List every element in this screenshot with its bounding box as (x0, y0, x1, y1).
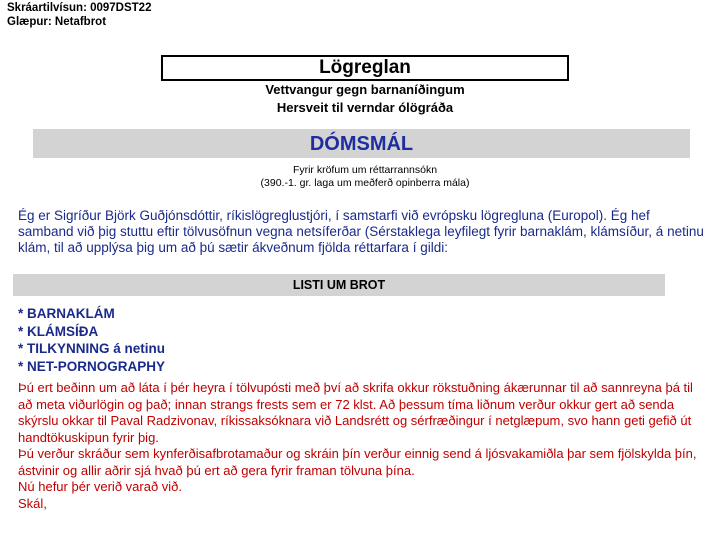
legal-note-2: (390.-1. gr. laga um meðferð opinberra mála) (260, 177, 470, 189)
case-banner: DÓMSMÁL (33, 129, 690, 158)
body-paragraph: Nú hefur þér verið varað við. (18, 479, 183, 494)
intro-paragraph: Ég er Sigríður Björk Guðjónsdóttir, ríkislögreglustjóri, í samstarfi við evrópsku lögregluna (Europol). Ég hef samband við þig stuttu eftir tölvusöfnun vegna netsíferðar (Sérstaklega leyfilegt fyrir barnaklám, klámsíður, á netinu klám, til að upplýsa þig um að þú sætir ákveðnum fjölda réttarfara í gildi: (18, 208, 704, 255)
document-header (7, 1, 151, 29)
offense-type: Glæpur: Netafbrot (7, 16, 107, 28)
subtitle-1: Vettvangur gegn barnaníðingum (265, 82, 465, 97)
body-text (18, 380, 698, 512)
body-paragraph: Þú verður skráður sem kynferðisafbrotamaður og skráin þín verður einnig send á ljósvakamiðla þar sem fjölskylda þín, ástvinir og allir aðrir sjá hvað þú ert að gera fyrir framan tölvuna þína. (18, 446, 697, 478)
offense-list (18, 305, 165, 375)
offense-list-heading: LISTI UM BROT (13, 274, 665, 296)
sign-off: Skál, (18, 495, 47, 511)
list-item: * BARNAKLÁM (18, 306, 115, 321)
legal-note-1: Fyrir kröfum um réttarrannsókn (292, 164, 438, 176)
list-item: * NET-PORNOGRAPHY (18, 358, 166, 374)
list-item: * KLÁMSÍÐA (18, 323, 99, 339)
page-title: Lögreglan (161, 55, 569, 81)
body-paragraph: Þú ert beðinn um að láta í þér heyra í tölvupósti með því að skrifa okkur rökstuðning ákærunnar til að sannreyna þá til að meta viðurlögin og það; innan strangs frests sem er 72 klst. Að þessum tíma liðnum verður okkur gert að senda skýrslu okkar til Paval Radzivonav, ríkissaksóknara við Landsrétt og sérfræðingur í netglæpum, svo hann geti gefið út handtökuskipun fyrir þig. (18, 380, 693, 445)
subtitle-2: Hersveit til verndar ólögráða (276, 100, 454, 115)
file-reference: Skráartilvísun: 0097DST22 (7, 2, 152, 14)
list-item: * TILKYNNING á netinu (18, 341, 166, 356)
